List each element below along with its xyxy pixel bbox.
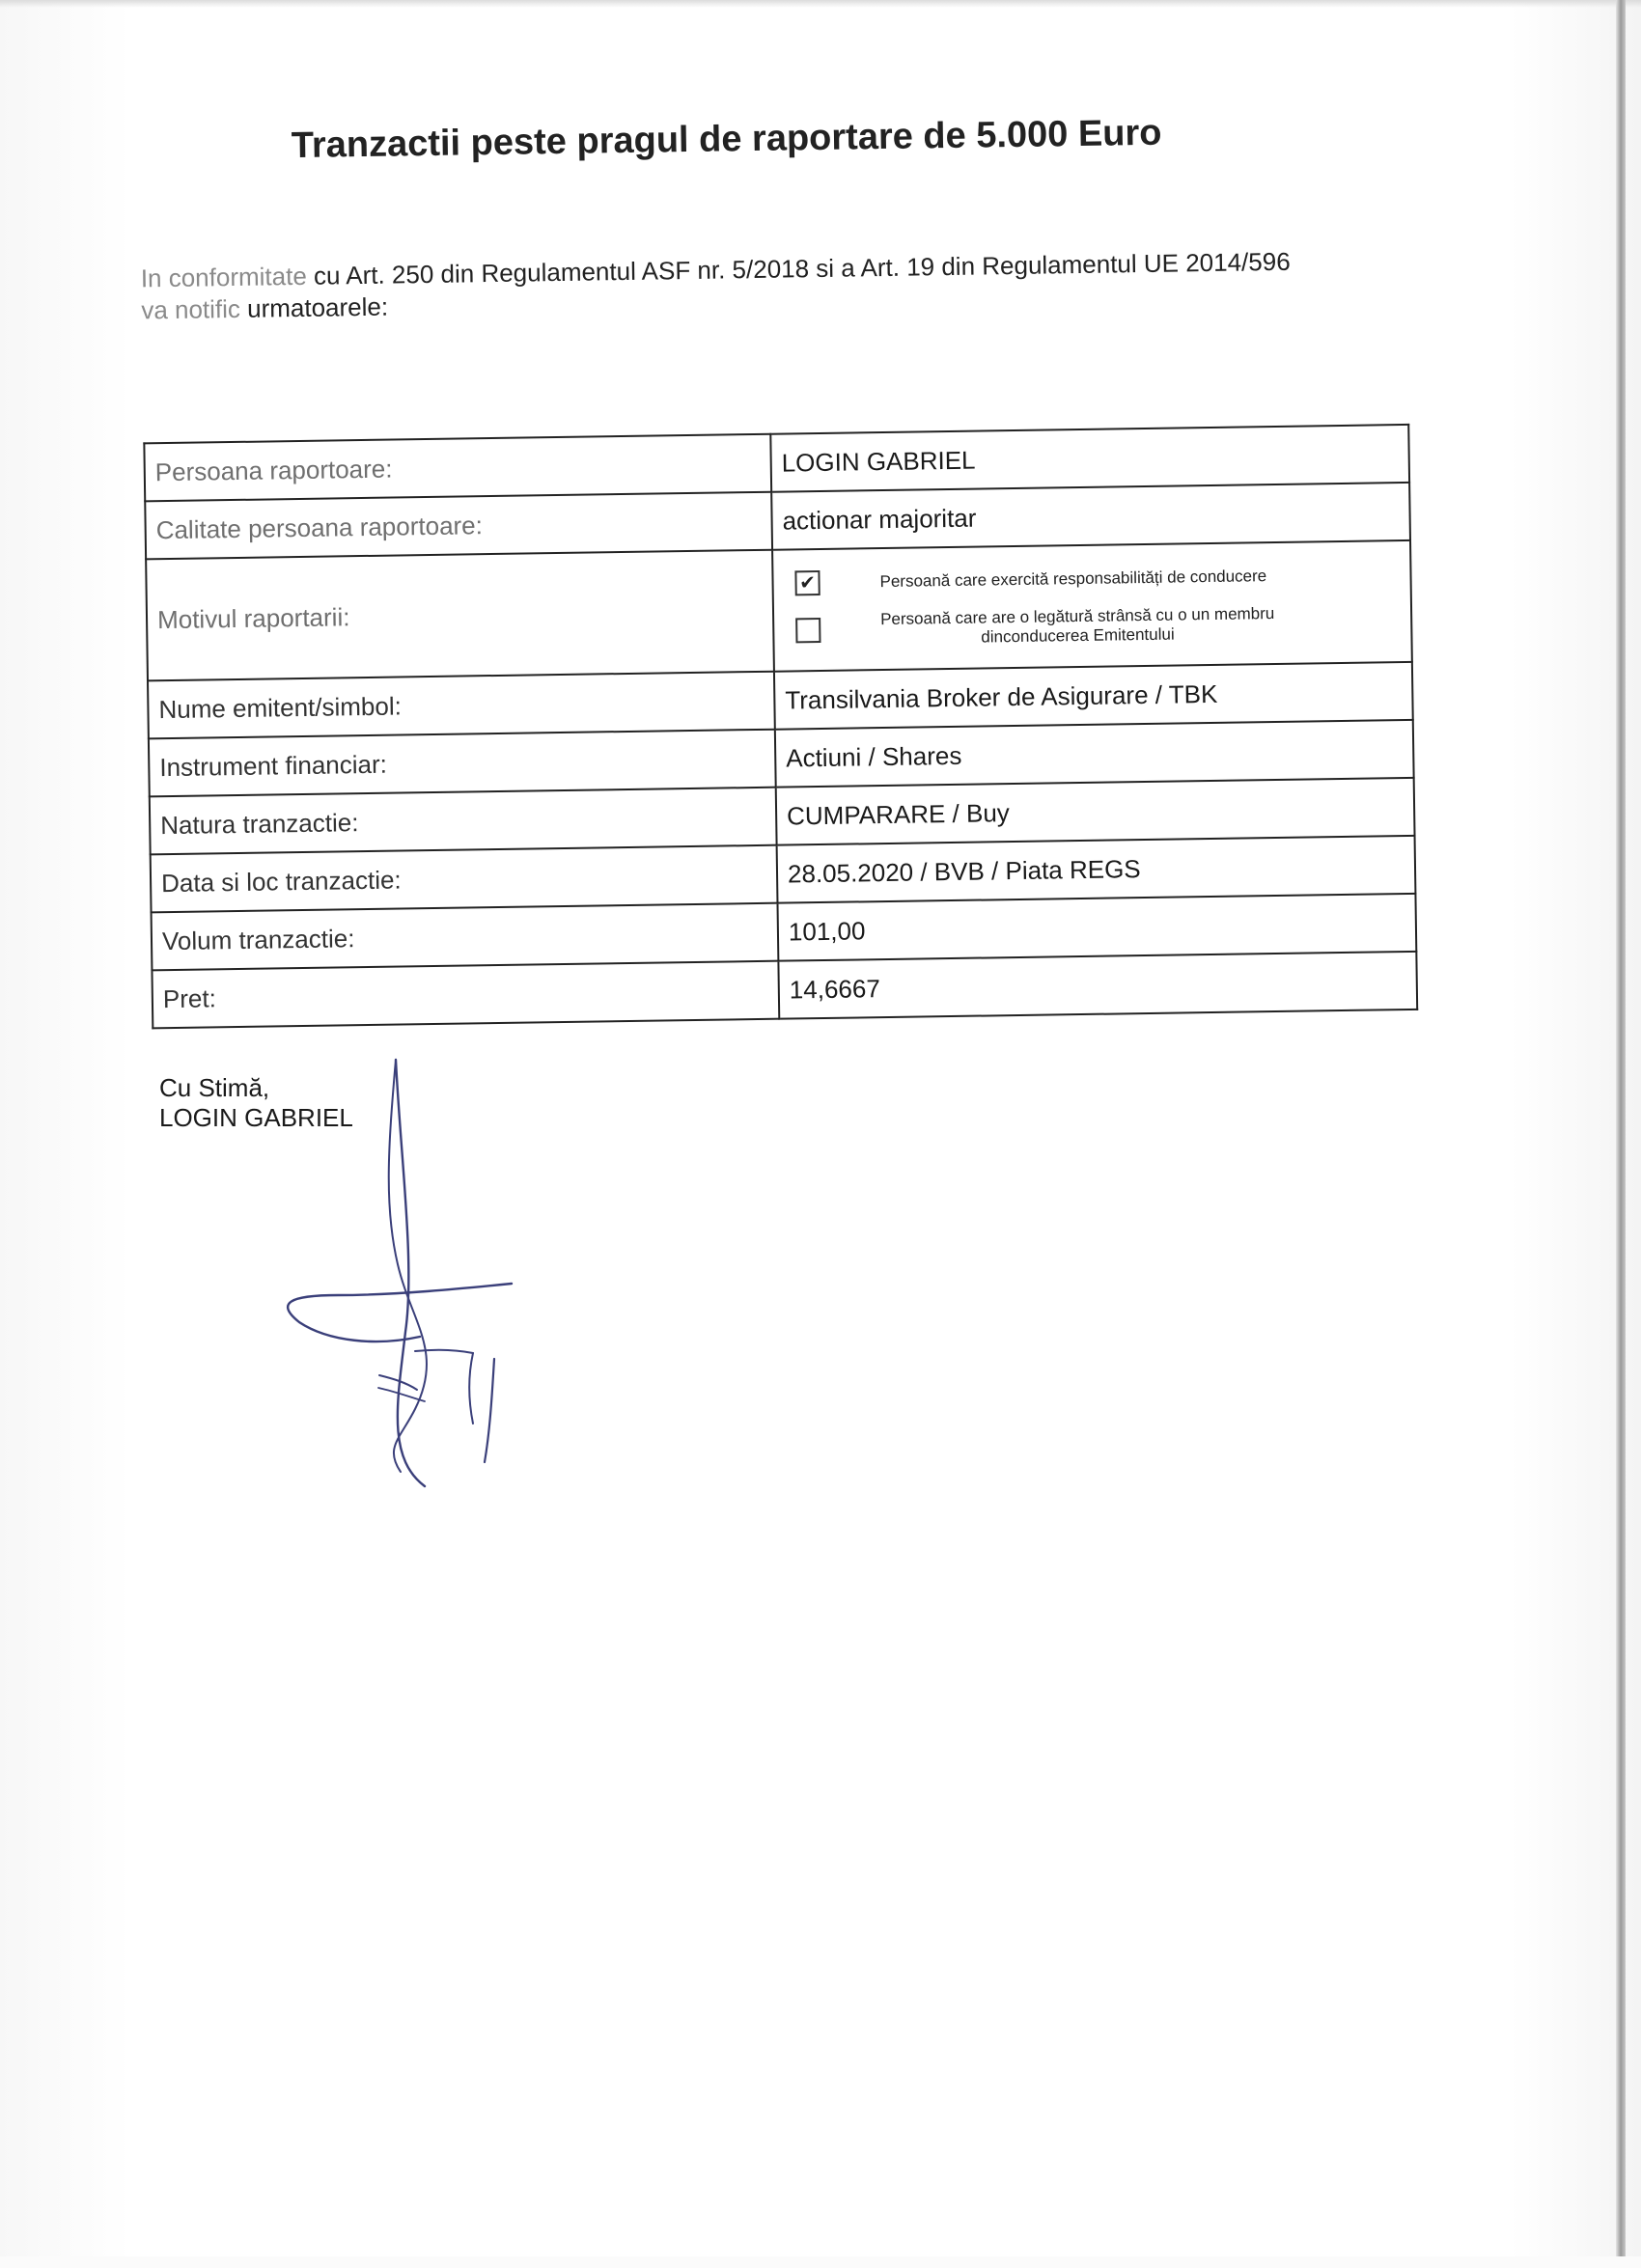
handwritten-signature (270, 1042, 541, 1496)
intro-line-2-faded: va notific (141, 293, 241, 325)
motiv-option-legatura-text (880, 604, 1275, 649)
pret-label: Pret: (152, 961, 779, 1029)
intro-line-1-text: cu Art. 250 din Regulamentul ASF nr. 5/2018 si a Art. 19 din Regulamentul UE 2014/596 (306, 246, 1291, 290)
signoff-name: LOGIN GABRIEL (159, 1103, 353, 1132)
motiv-label: Motivul raportarii: (146, 550, 774, 681)
calitate-value: actionar majoritar (771, 483, 1410, 550)
motiv-option-legatura-line-2: dinconducerea Emitentului (981, 624, 1175, 647)
motiv-option-legatura (784, 595, 1402, 657)
data-value: 28.05.2020 / BVB / Piata REGS (777, 836, 1416, 903)
unchecked-checkbox-icon (795, 618, 820, 643)
persoana-label: Persoana raportoare: (144, 434, 771, 502)
volum-value: 101,00 (777, 894, 1416, 961)
signoff-greeting: Cu Stimă, (159, 1073, 270, 1102)
instrument-label: Instrument financiar: (149, 730, 776, 797)
checked-checkbox-icon: ✔ (794, 570, 820, 595)
natura-value: CUMPARARE / Buy (776, 778, 1415, 845)
intro-paragraph (141, 244, 1397, 326)
volum-label: Volum tranzactie: (152, 903, 779, 971)
persoana-value: LOGIN GABRIEL (770, 425, 1409, 492)
natura-label: Natura tranzactie: (150, 788, 777, 855)
emitent-label: Nume emitent/simbol: (148, 672, 775, 739)
motiv-option-legatura-line-1: Persoană care are o legătură strânsă cu o un membru (879, 604, 1275, 629)
intro-line-1-faded: In conformitate (140, 261, 308, 293)
instrument-value: Actiuni / Shares (775, 720, 1414, 788)
calitate-label: Calitate persoana raportoare: (145, 492, 772, 560)
emitent-value: Transilvania Broker de Asigurare / TBK (774, 662, 1413, 730)
document-title: Tranzactii peste pragul de raportare de 5.000 Euro (291, 112, 1162, 167)
report-table (143, 424, 1418, 1029)
data-label: Data si loc tranzactie: (151, 845, 778, 913)
motiv-options (772, 540, 1412, 672)
pret-value: 14,6667 (778, 952, 1417, 1019)
motiv-option-conducere-text: Persoană care exercită responsabilități de conducere (879, 567, 1267, 592)
table-row-motiv (146, 540, 1412, 680)
intro-line-2-text: urmatoarele: (239, 291, 389, 323)
